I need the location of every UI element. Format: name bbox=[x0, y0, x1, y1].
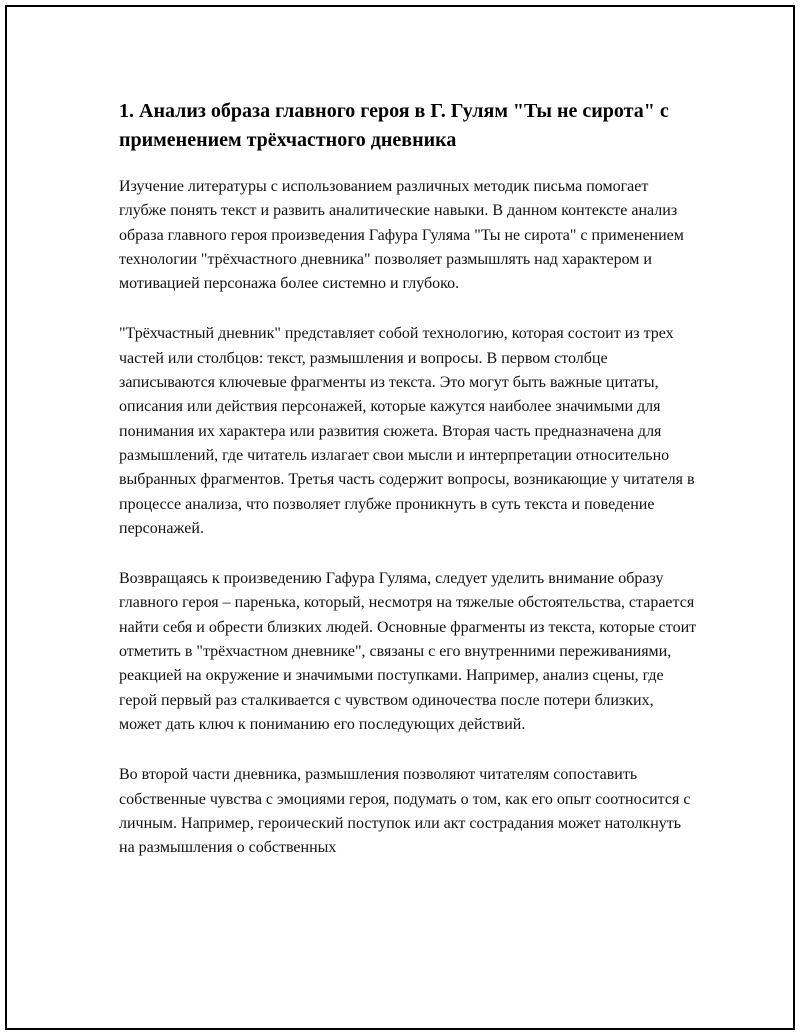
section-heading: 1. Анализ образа главного героя в Г. Гулям "Ты не сирота" с применением трёхчастного дневника bbox=[119, 100, 669, 151]
paragraph-hero-analysis: Возвращаясь к произведению Гафура Гуляма, следует уделить внимание образу главного героя – паренька, который, несмотря на тяжелые обстоятельства, старается найти себя и обрести близких людей. Основные фрагменты из текста, которые стоит отметить в "трёхчастном дневнике", связаны с его внутренними переживаниями, реакцией на окружение и значимыми поступками. Например, анализ сцены, где герой первый раз сталкивается с чувством одиночества после потери близких, может дать ключ к пониманию его последующих действий. bbox=[119, 570, 697, 733]
paragraph-intro: Изучение литературы с использованием различных методик письма помогает глубже понять текст и развить аналитические навыки. В данном контексте анализ образа главного героя произведения Гафура Гуляма "Ты не сирота" с применением технологии "трёхчастного дневника" позволяет размышлять над характером и мотивацией персонажа более системно и глубоко. bbox=[119, 178, 684, 293]
document-content bbox=[119, 97, 699, 886]
paragraph-reflections: Во второй части дневника, размышления позволяют читателям сопоставить собственные чувства с эмоциями героя, подумать о том, как его опыт соотносится с личным. Например, героический поступок или акт сострадания может натолкнуть на размышления о собственных bbox=[119, 766, 691, 857]
paragraph-diary-description: "Трёхчастный дневник" представляет собой технологию, которая состоит из трех частей или столбцов: текст, размышления и вопросы. В первом столбце записываются ключевые фрагменты из текста. Это могут быть важные цитаты, описания или действия персонажей, которые кажутся наиболее значимыми для понимания их характера или развития сюжета. Вторая часть предназначена для размышлений, где читатель излагает свои мысли и интерпретации относительно выбранных фрагментов. Третья часть содержит вопросы, возникающие у читателя в процессе анализа, что позволяет глубже проникнуть в суть текста и поведение персонажей. bbox=[119, 325, 695, 537]
page-frame bbox=[5, 5, 795, 1030]
